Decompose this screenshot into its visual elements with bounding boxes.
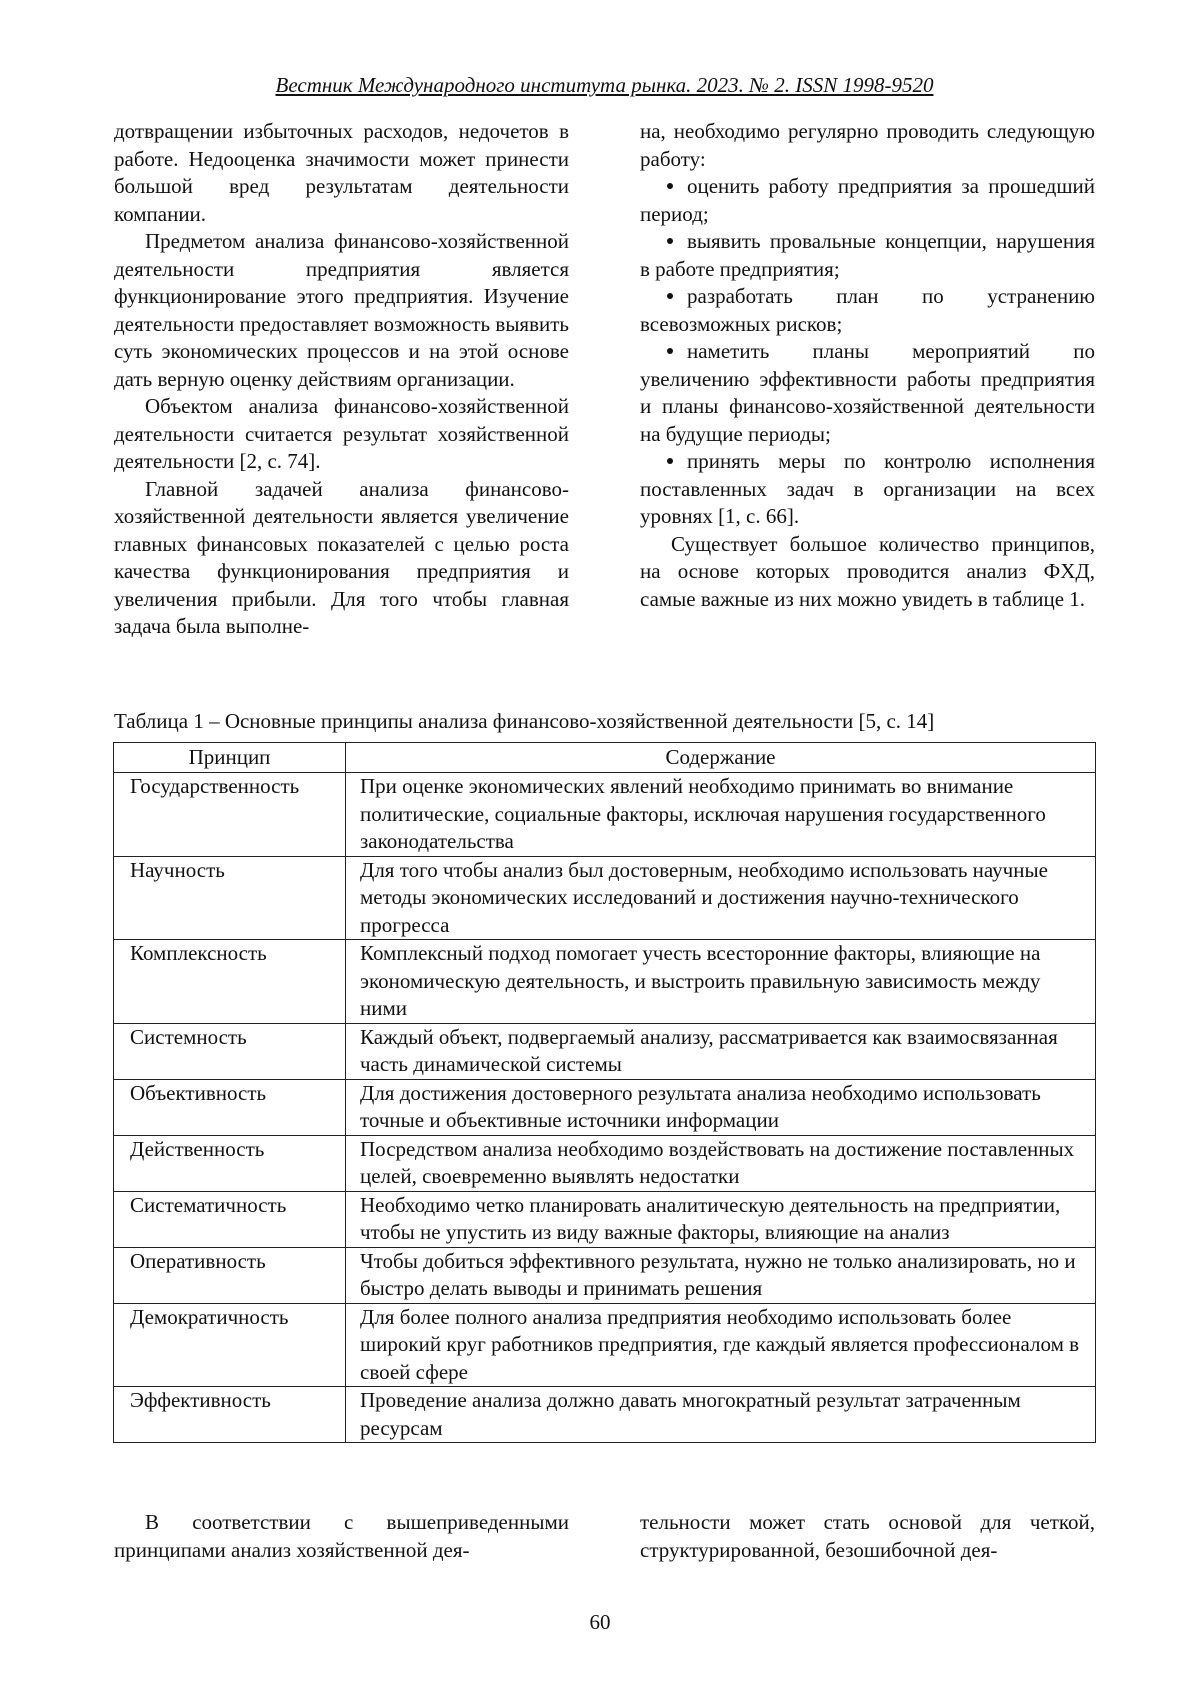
principle-content: Для более полного анализа предприятия необходимо использовать более широкий круг работников предприятия, где каждый является профессионалом в своей сфере xyxy=(346,1303,1096,1387)
principle-name: Демократичность xyxy=(114,1303,346,1387)
principle-name: Оперативность xyxy=(114,1247,346,1303)
bullet-icon xyxy=(667,183,673,189)
table-row xyxy=(114,1135,1096,1191)
list-item-text: выявить провальные концепции, нарушения в работе предприятия; xyxy=(640,229,1095,281)
principle-name: Систематичность xyxy=(114,1191,346,1247)
list-item xyxy=(640,338,1095,448)
running-header xyxy=(114,72,1095,98)
running-header-text: Вестник Международного института рынка. 2023. № 2. ISSN 1998-9520 xyxy=(275,73,934,97)
column-header-principle: Принцип xyxy=(114,743,346,773)
table-row xyxy=(114,1387,1096,1443)
table-caption: Таблица 1 – Основные принципы анализа финансово-хозяйственной деятельности [5, с. 14] xyxy=(114,709,935,733)
principle-content: Посредством анализа необходимо воздействовать на достижение поставленных целей, своевременно выявлять недостатки xyxy=(346,1135,1096,1191)
table-row xyxy=(114,1303,1096,1387)
table-row xyxy=(114,1079,1096,1135)
page-number: 60 xyxy=(589,1610,611,1634)
left-column xyxy=(114,118,569,641)
paragraph: В соответствии с вышеприведенными принципами анализ хозяйственной дея- xyxy=(114,1510,569,1562)
table-row xyxy=(114,856,1096,940)
list-item xyxy=(640,448,1095,531)
principle-content: Чтобы добиться эффективного результата, нужно не только анализировать, но и быстро делать выводы и принимать решения xyxy=(346,1247,1096,1303)
task-list xyxy=(640,173,1095,531)
principle-name: Системность xyxy=(114,1023,346,1079)
principle-content: Комплексный подход помогает учесть всесторонние факторы, влияющие на экономическую деятельность, и выстроить правильную зависимость между ними xyxy=(346,940,1096,1024)
principle-content: Необходимо четко планировать аналитическую деятельность на предприятии, чтобы не упустить из виду важные факторы, влияющие на анализ xyxy=(346,1191,1096,1247)
list-item xyxy=(640,173,1095,228)
principle-name: Действенность xyxy=(114,1135,346,1191)
table-header-row xyxy=(114,743,1096,773)
list-item-text: принять меры по контролю исполнения поставленных задач в организации на всех уровнях [1, с. 66]. xyxy=(640,449,1095,528)
table-row xyxy=(114,1191,1096,1247)
list-item-text: оценить работу предприятия за прошедший период; xyxy=(640,174,1095,226)
principle-content: Для того чтобы анализ был достоверным, необходимо использовать научные методы экономических исследований и достижения научно-технического прогресса xyxy=(346,856,1096,940)
table-row xyxy=(114,1247,1096,1303)
principles-table xyxy=(113,742,1096,1443)
bullet-icon xyxy=(667,238,673,244)
paragraph: Главной задачей анализа финансово-хозяйственной деятельности является увеличение главных финансовых показателей с целью роста качества функционирования предприятия и увеличения прибыли. Для того чтобы главная задача была выполне- xyxy=(114,476,569,638)
principle-content: Каждый объект, подвергаемый анализу, рассматривается как взаимосвязанная часть динамической системы xyxy=(346,1023,1096,1079)
paragraph: тельности может стать основой для четкой, структурированной, безошибочной дея- xyxy=(640,1510,1095,1562)
bottom-left-column xyxy=(114,1508,569,1564)
principle-content: Проведение анализа должно давать многократный результат затраченным ресурсам xyxy=(346,1387,1096,1443)
principle-name: Научность xyxy=(114,856,346,940)
paragraph: Существует большое количество принципов, на основе которых проводится анализ ФХД, самые важные из них можно увидеть в таблице 1. xyxy=(640,531,1095,611)
table-row xyxy=(114,1023,1096,1079)
right-column xyxy=(640,118,1095,613)
principle-name: Государственность xyxy=(114,773,346,857)
principle-name: Комплексность xyxy=(114,940,346,1024)
paragraph: на, необходимо регулярно проводить следующую работу: xyxy=(640,119,1095,171)
paragraph: дотвращении избыточных расходов, недочетов в работе. Недооценка значимости может принести большой вред результатам деятельности компании. xyxy=(114,119,569,226)
principle-content: Для достижения достоверного результата анализа необходимо использовать точные и объективные источники информации xyxy=(346,1079,1096,1135)
paragraph: Объектом анализа финансово-хозяйственной деятельности считается результат хозяйственной деятельности [2, с. 74]. xyxy=(114,394,569,473)
list-item xyxy=(640,283,1095,338)
bottom-right-column xyxy=(640,1508,1095,1564)
list-item-text: разработать план по устранению всевозможных рисков; xyxy=(640,284,1095,336)
paragraph: Предметом анализа финансово-хозяйственной деятельности предприятия является функционирование этого предприятия. Изучение деятельности предоставляет возможность выявить суть экономических процессов и на этой основе дать верную оценку действиям организации. xyxy=(114,229,569,391)
bullet-icon xyxy=(667,458,673,464)
column-header-content: Содержание xyxy=(346,743,1096,773)
bullet-icon xyxy=(667,293,673,299)
principle-name: Объективность xyxy=(114,1079,346,1135)
bullet-icon xyxy=(667,348,673,354)
list-item-text: наметить планы мероприятий по увеличению эффективности работы предприятия и планы финансово-хозяйственной деятельности на будущие периоды; xyxy=(640,339,1095,446)
table-row xyxy=(114,940,1096,1024)
principle-content: При оценке экономических явлений необходимо принимать во внимание политические, социальные факторы, исключая нарушения государственного законодательства xyxy=(346,773,1096,857)
list-item xyxy=(640,228,1095,283)
principle-name: Эффективность xyxy=(114,1387,346,1443)
table-row xyxy=(114,773,1096,857)
